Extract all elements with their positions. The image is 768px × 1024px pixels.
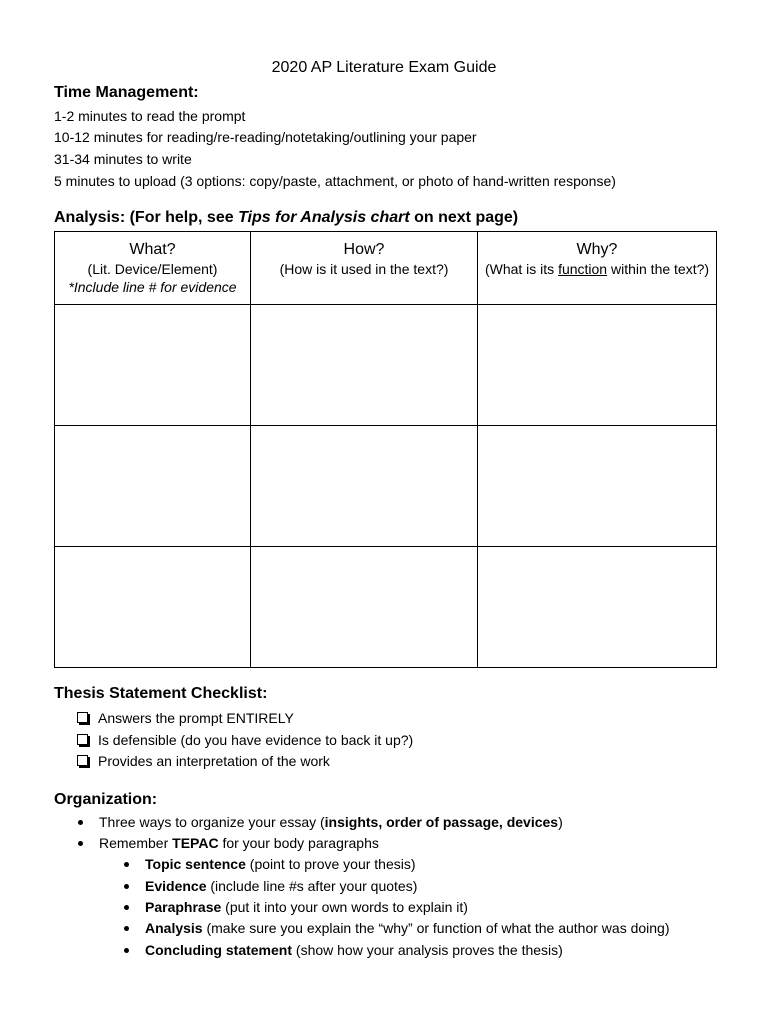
analysis-row-3 bbox=[55, 547, 717, 668]
thesis-item-2 bbox=[77, 731, 413, 749]
how-cell-3[interactable] bbox=[251, 547, 478, 668]
tepac-3-bold: Paraphrase bbox=[145, 899, 222, 915]
document-title: 2020 AP Literature Exam Guide bbox=[271, 59, 497, 76]
why-cell-2[interactable] bbox=[478, 426, 717, 547]
time-management-heading: Time Management: bbox=[54, 84, 199, 101]
analysis-heading-italic: Tips for Analysis chart bbox=[238, 209, 410, 226]
tepac-5-bold: Concluding statement bbox=[145, 942, 293, 958]
how-header-cell bbox=[251, 232, 478, 305]
organization-heading: Organization: bbox=[54, 791, 158, 808]
analysis-header-row bbox=[55, 232, 717, 305]
why-sub-underline: function bbox=[558, 261, 608, 277]
how-column-title: How? bbox=[343, 241, 385, 258]
analysis-row-2 bbox=[55, 426, 717, 547]
checkbox-icon[interactable] bbox=[77, 734, 88, 745]
thesis-item-3-label: Provides an interpretation of the work bbox=[98, 753, 330, 769]
why-sub-post: within the text?) bbox=[607, 261, 710, 277]
why-cell-3[interactable] bbox=[478, 547, 717, 668]
bullet-dot-icon bbox=[124, 884, 129, 889]
time-line-2: 10-12 minutes for reading/re-reading/notetaking/outlining your paper bbox=[54, 129, 477, 145]
how-cell-1[interactable] bbox=[251, 305, 478, 426]
checkbox-icon[interactable] bbox=[77, 755, 88, 766]
what-column-note: *Include line # for evidence bbox=[68, 279, 237, 295]
thesis-item-2-label: Is defensible (do you have evidence to back it up?) bbox=[98, 732, 414, 748]
tepac-4-rest: (make sure you explain the “why” or function of what the author was doing) bbox=[202, 920, 670, 936]
why-column-subtitle bbox=[478, 260, 716, 278]
what-cell-3[interactable] bbox=[55, 547, 251, 668]
b1-pre: Three ways to organize your essay ( bbox=[99, 814, 325, 830]
b1-bold: insights, order of passage, devices bbox=[324, 814, 559, 830]
time-line-4: 5 minutes to upload (3 options: copy/paste, attachment, or photo of hand-written response) bbox=[54, 173, 616, 189]
why-sub-pre: (What is its bbox=[484, 261, 559, 277]
what-header-cell bbox=[55, 232, 251, 305]
analysis-table bbox=[54, 231, 717, 668]
thesis-item-1-label: Answers the prompt ENTIRELY bbox=[98, 710, 294, 726]
analysis-heading-post: on next page) bbox=[409, 209, 519, 226]
bullet-dot-icon bbox=[124, 862, 129, 867]
analysis-heading bbox=[54, 208, 518, 228]
what-cell-1[interactable] bbox=[55, 305, 251, 426]
tepac-5-rest: (show how your analysis proves the thesis) bbox=[292, 942, 563, 958]
analysis-heading-pre: Analysis: (For help, see bbox=[54, 209, 239, 226]
how-column-subtitle: (How is it used in the text?) bbox=[279, 261, 449, 277]
tepac-2-bold: Evidence bbox=[145, 878, 207, 894]
what-column-subtitle: (Lit. Device/Element) bbox=[87, 261, 218, 277]
how-cell-2[interactable] bbox=[251, 426, 478, 547]
bullet-dot-icon bbox=[124, 905, 129, 910]
why-column-title: Why? bbox=[576, 241, 618, 258]
time-line-1: 1-2 minutes to read the prompt bbox=[54, 108, 246, 124]
tepac-3-rest: (put it into your own words to explain it) bbox=[221, 899, 468, 915]
why-header-cell bbox=[478, 232, 717, 305]
thesis-heading: Thesis Statement Checklist: bbox=[54, 685, 268, 702]
thesis-item-1 bbox=[77, 709, 294, 727]
what-cell-2[interactable] bbox=[55, 426, 251, 547]
what-column-title: What? bbox=[129, 241, 176, 258]
b2-post: for your body paragraphs bbox=[218, 835, 379, 851]
tepac-1-rest: (point to prove your thesis) bbox=[245, 856, 416, 872]
bullet-dot-icon bbox=[124, 948, 129, 953]
b2-bold: TEPAC bbox=[172, 835, 219, 851]
tepac-4-bold: Analysis bbox=[145, 920, 203, 936]
why-cell-1[interactable] bbox=[478, 305, 717, 426]
b2-pre: Remember bbox=[99, 835, 173, 851]
thesis-item-3 bbox=[77, 752, 330, 770]
tepac-2-rest: (include line #s after your quotes) bbox=[206, 878, 418, 894]
analysis-row-1 bbox=[55, 305, 717, 426]
checkbox-icon[interactable] bbox=[77, 712, 88, 723]
time-line-3: 31-34 minutes to write bbox=[54, 151, 192, 167]
bullet-dot-icon bbox=[78, 841, 83, 846]
b1-post: ) bbox=[558, 814, 563, 830]
bullet-dot-icon bbox=[124, 926, 129, 931]
tepac-1-bold: Topic sentence bbox=[145, 856, 246, 872]
bullet-dot-icon bbox=[78, 820, 83, 825]
